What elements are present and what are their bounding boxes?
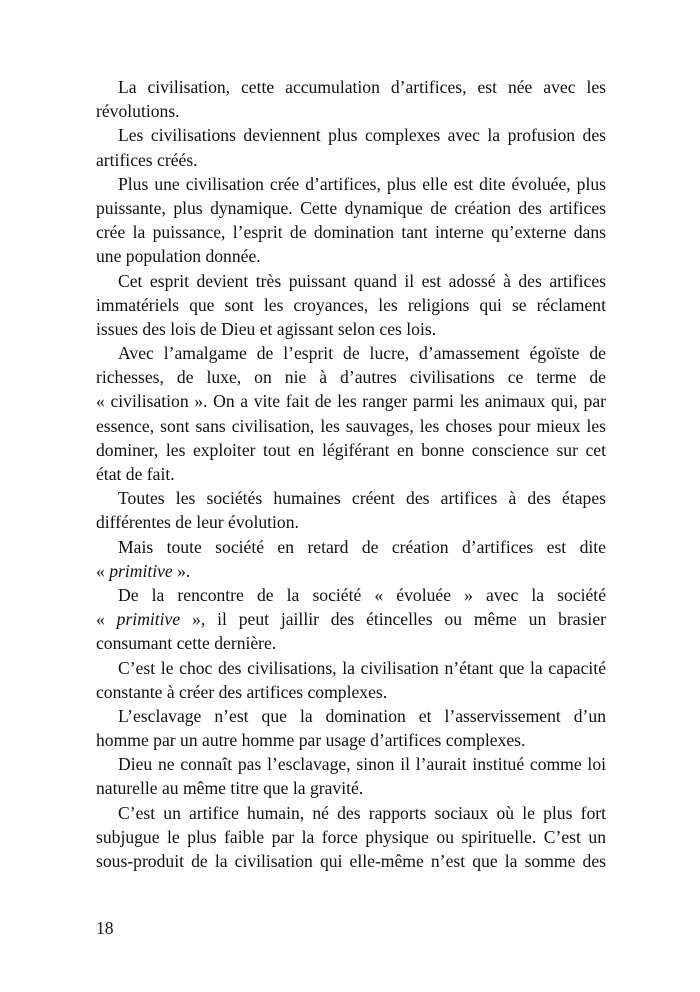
text-line: sous-produit de la civilisation qui elle-même n’est que la somme des: [96, 851, 606, 871]
text-line: homme par un autre homme par usage d’artifices complexes.: [96, 730, 526, 751]
paragraph: [96, 75, 606, 123]
text-line: C’est un artifice humain, né des rapports sociaux où le plus fort: [118, 802, 606, 823]
paragraph: [96, 752, 606, 800]
paragraph: [96, 172, 606, 269]
paragraph: [96, 535, 606, 583]
paragraph: [96, 123, 606, 171]
body-text: [96, 75, 606, 873]
text-span: ».: [172, 560, 191, 581]
text-line: naturelle au même titre que la gravité.: [96, 778, 364, 799]
text-line: issues des lois de Dieu et agissant selon ces lois.: [96, 318, 437, 339]
text-line: Cet esprit devient très puissant quand il est adossé à des artifices: [118, 270, 606, 291]
text-line: immatériels que sont les croyances, les religions qui se réclament: [96, 294, 606, 315]
text-line: richesses, de luxe, on nie à d’autres civilisations ce terme de: [96, 367, 606, 388]
paragraph: [96, 704, 606, 752]
text-line: Avec l’amalgame de l’esprit de lucre, d’amassement égoïste de: [118, 343, 606, 364]
text-span: «: [96, 560, 110, 581]
text-line: crée la puissance, l’esprit de domination tant interne qu’externe dans: [96, 222, 606, 243]
paragraph: [96, 801, 606, 874]
text-line: puissante, plus dynamique. Cette dynamique de création des artifices: [96, 197, 606, 218]
text-line: état de fait.: [96, 464, 175, 484]
text-span: «: [96, 609, 117, 630]
text-line: La civilisation, cette accumulation d’artifices, est née avec les: [118, 77, 606, 97]
paragraph: [96, 656, 606, 704]
text-line: Plus une civilisation crée d’artifices, plus elle est dite évoluée, plus: [118, 173, 606, 194]
text-line: différentes de leur évolution.: [96, 512, 299, 533]
paragraph: [96, 341, 606, 486]
text-line: L’esclavage n’est que la domination et l’asservissement d’un: [118, 705, 606, 726]
text-line: [96, 559, 606, 583]
text-line: artifices créés.: [96, 149, 198, 170]
paragraph: [96, 583, 606, 656]
text-line: dominer, les exploiter tout en légiférant en bonne conscience sur cet: [96, 439, 606, 460]
text-line: révolutions.: [96, 101, 180, 122]
text-line: Mais toute société en retard de création d’artifices est dite: [118, 536, 606, 557]
page-number: 18: [96, 918, 114, 938]
text-line: essence, sont sans civilisation, les sauvages, les choses pour mieux les: [96, 415, 606, 436]
text-line: Dieu ne connaît pas l’esclavage, sinon il l’aurait institué comme loi: [118, 754, 606, 775]
text-span: », il peut jaillir des étincelles ou même un brasier: [180, 609, 606, 630]
text-line: De la rencontre de la société « évoluée » avec la société: [118, 584, 606, 605]
text-line: une population donnée.: [96, 246, 261, 267]
paragraph: [96, 269, 606, 342]
text-line: « civilisation ». On a vite fait de les ranger parmi les animaux qui, par: [96, 391, 606, 412]
italic-text: primitive: [109, 560, 173, 581]
text-line: C’est le choc des civilisations, la civilisation n’étant que la capacité: [118, 657, 606, 678]
text-line: Toutes les sociétés humaines créent des artifices à des étapes: [118, 488, 606, 509]
text-line: constante à créer des artifices complexes.: [96, 681, 388, 702]
italic-text: primitive: [116, 609, 181, 630]
text-line: [96, 607, 606, 631]
text-line: subjugue le plus faible par la force physique ou spirituelle. C’est un: [96, 826, 606, 847]
text-line: Les civilisations deviennent plus complexes avec la profusion des: [118, 125, 606, 146]
text-line: consumant cette dernière.: [96, 633, 277, 654]
paragraph: [96, 486, 606, 534]
